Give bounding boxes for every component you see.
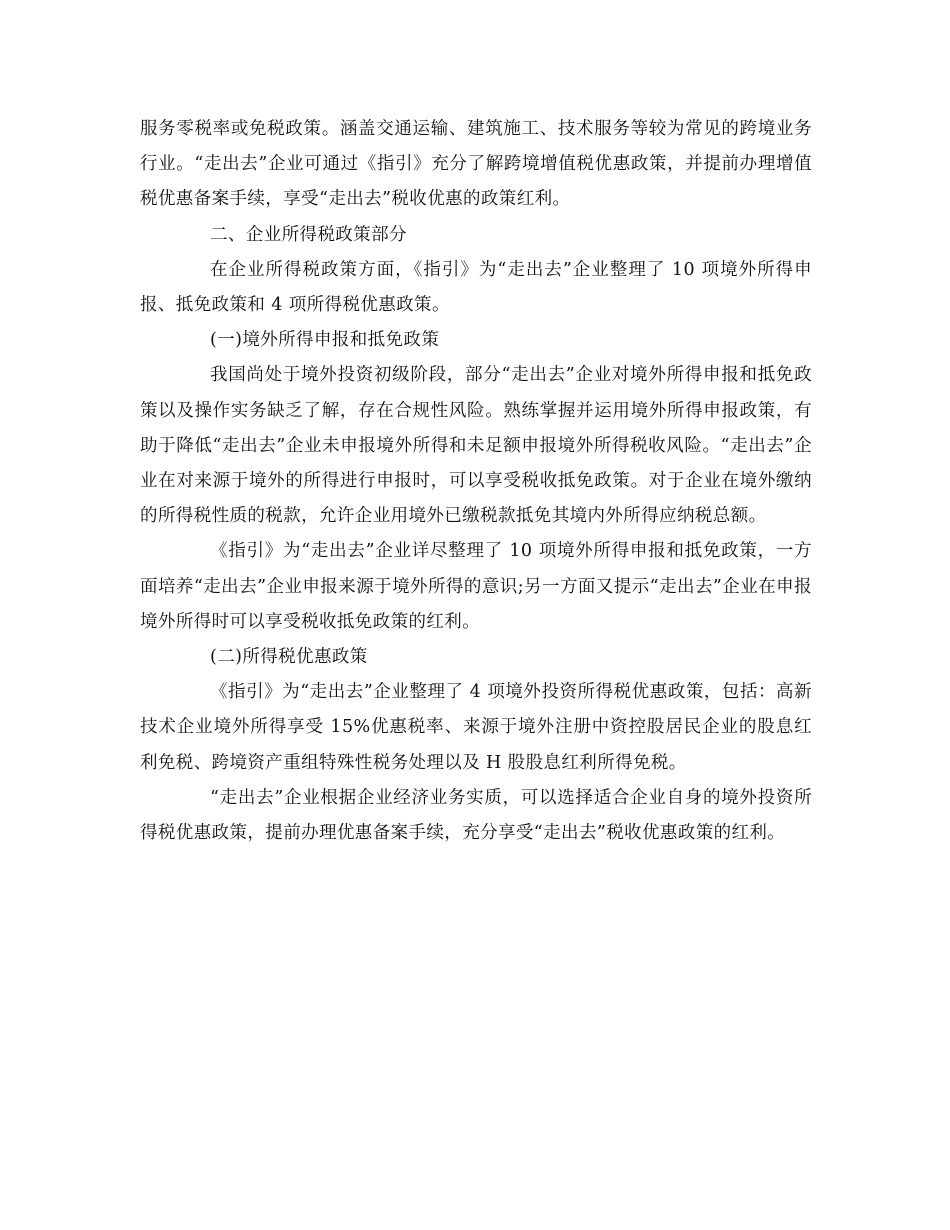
paragraph-vat-continuation: 服务零税率或免税政策。涵盖交通运输、建筑施工、技术服务等较为常见的跨境业务行业。“走出去”企业可通过《指引》充分了解跨境增值税优惠政策，并提前办理增值税优惠备案手续，享受“走出去”税收优惠的政策红利。 [140,119,812,210]
subsection-heading-foreign-income-credit: (一)境外所得申报和抵免政策 [210,330,440,351]
document-body [140,112,812,851]
subsection-heading-income-tax-preferential: (二)所得税优惠政策 [210,647,368,668]
paragraph-choose-policies: “走出去”企业根据企业经济业务实质，可以选择适合企业自身的境外投资所得税优惠政策，提前办理优惠备案手续，充分享受“走出去”税收优惠政策的红利。 [140,787,812,844]
paragraph-cit-overview: 在企业所得税政策方面，《指引》为“走出去”企业整理了 10 项境外所得申报、抵免政策和 4 项所得税优惠政策。 [140,259,812,316]
paragraph-guide-foreign-income: 《指引》为“走出去”企业详尽整理了 10 项境外所得申报和抵免政策，一方面培养“走出去”企业申报来源于境外所得的意识;另一方面又提示“走出去”企业在申报境外所得时可以享受税收抵免政策的红利。 [140,541,812,632]
paragraph-foreign-income-credit: 我国尚处于境外投资初级阶段，部分“走出去”企业对境外所得申报和抵免政策以及操作实务缺乏了解，存在合规性风险。熟练掌握并运用境外所得申报政策，有助于降低“走出去”企业未申报境外所得和未足额申报境外所得税收风险。“走出去”企业在对来源于境外的所得进行申报时，可以享受税收抵免政策。对于企业在境外缴纳的所得税性质的税款，允许企业用境外已缴税款抵免其境内外所得应纳税总额。 [140,365,812,527]
paragraph-preferential-policies: 《指引》为“走出去”企业整理了 4 项境外投资所得税优惠政策，包括：高新技术企业境外所得享受 15%优惠税率、来源于境外注册中资控股居民企业的股息红利免税、跨境资产重组特殊性税务处理以及 H 股股息红利所得免税。 [140,682,812,773]
section-heading-corporate-income-tax: 二、企业所得税政策部分 [210,224,407,245]
